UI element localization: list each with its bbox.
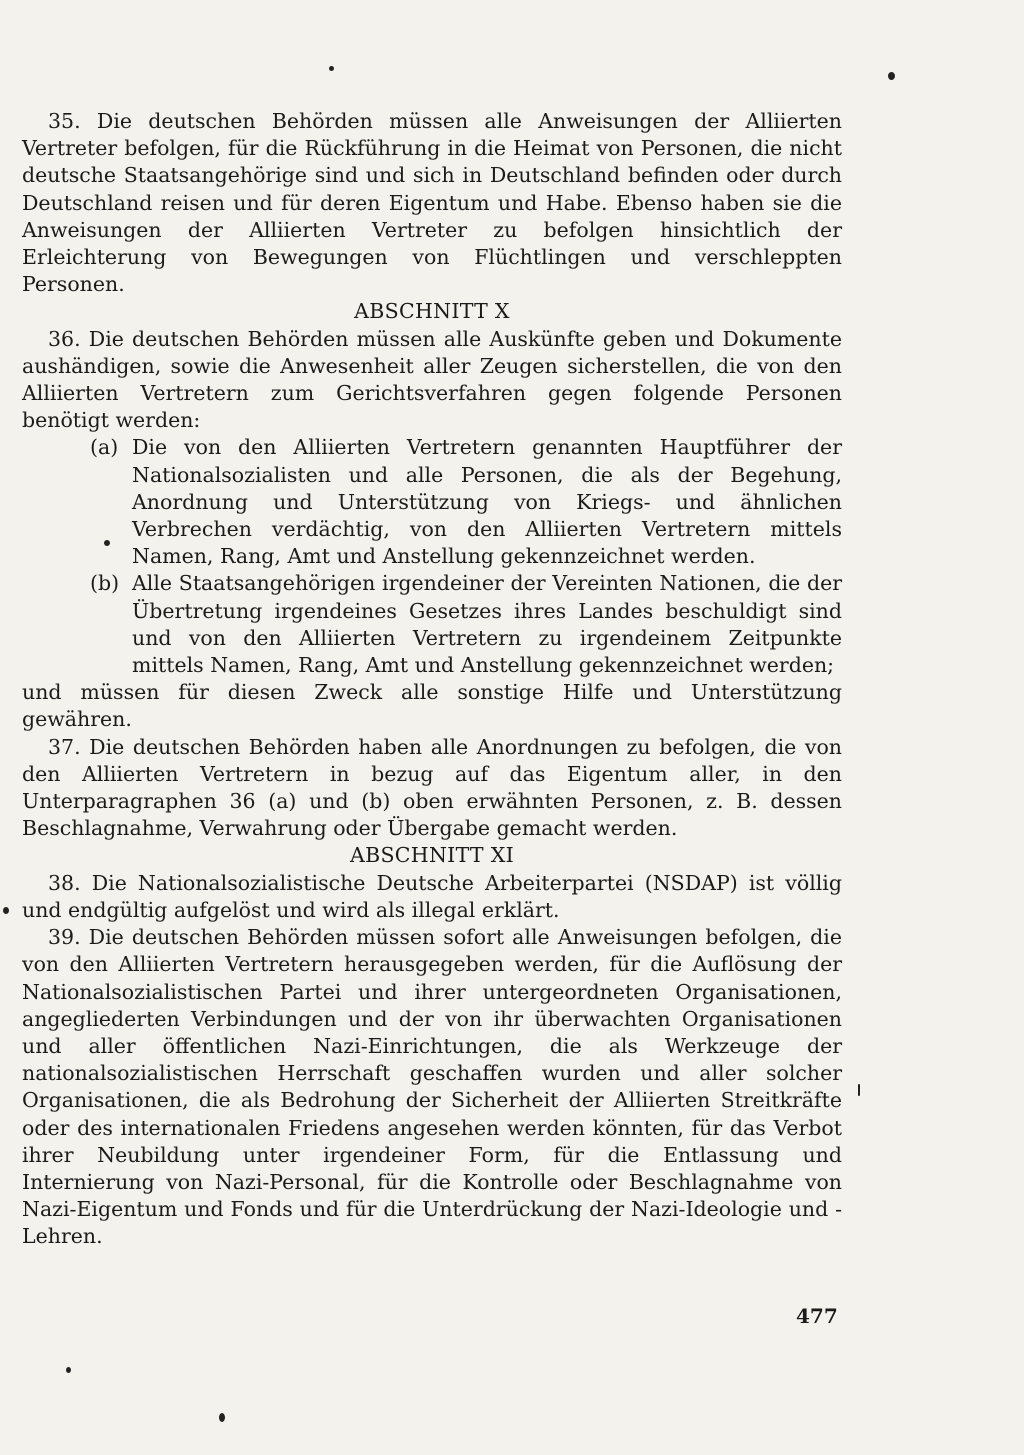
paragraph-36-continuation: und müssen für diesen Zweck alle sonstige Hilfe und Unterstützung gewähren. <box>22 680 842 732</box>
paragraph-35: 35. Die deutschen Behörden müssen alle Anweisungen der Alliierten Vertreter befolgen, für die Rückführung in die Heimat von Personen, die nicht deutsche Staatsangehörige sind und sich in Deutschland befinden oder durch Deutschland reisen und für deren Eigentum und Habe. Ebenso haben sie die Anweisungen der Alliierten Vertreter zu befolgen hinsichtlich der Erleichterung von Bewegungen von Flüchtlingen und verschleppten Personen. <box>22 109 842 297</box>
scan-speck <box>329 66 334 71</box>
page-number: 477 <box>796 1304 838 1328</box>
section-heading-xi: ABSCHNITT XI <box>349 843 515 868</box>
subparagraph-a-marker: (a) <box>90 435 119 460</box>
document-body <box>22 108 842 1251</box>
scan-speck <box>888 72 895 80</box>
scan-speck <box>219 1413 225 1422</box>
paragraph-39: 39. Die deutschen Behörden müssen sofort alle Anweisungen befolgen, die von den Alliierten Vertretern herausgegeben werden, für die Auflösung der Nationalsozialistischen Partei und ihrer untergeordneten Organisationen, angegliederten Verbindungen und der von ihr überwachten Organisationen und aller öffentlichen Nazi-Einrichtungen, die als Werkzeuge der nationalsozialistischen Herrschaft geschaffen wurden und aller solcher Organisationen, die als Bedrohung der Sicherheit der Alliierten Streitkräfte oder des internationalen Friedens angesehen werden könnten, für das Verbot ihrer Neubildung unter irgendeiner Form, für die Entlassung und Internierung von Nazi-Personal, für die Kontrolle oder Beschlagnahme von Nazi-Eigentum und Fonds und für die Unterdrückung der Nazi-Ideologie und -Lehren. <box>22 925 842 1249</box>
paragraph-38: 38. Die Nationalsozialistische Deutsche Arbeiterpartei (NSDAP) ist völlig und endgültig aufgelöst und wird als illegal erklärt. <box>22 870 842 922</box>
subparagraph-b-marker: (b) <box>90 571 120 596</box>
scan-speck <box>104 540 110 546</box>
subparagraph-a <box>90 434 842 570</box>
scan-speck <box>66 1367 71 1373</box>
subparagraph-b <box>90 570 842 679</box>
scan-speck <box>3 907 9 914</box>
section-heading-x: ABSCHNITT X <box>354 299 510 324</box>
paragraph-36: 36. Die deutschen Behörden müssen alle Auskünfte geben und Dokumente aushändigen, sowie die Anwesenheit aller Zeugen sicherstellen, die von den Alliierten Vertretern zum Gerichtsverfahren gegen folgende Personen benötigt werden: <box>22 326 842 433</box>
subparagraph-a-text: Die von den Alliierten Vertretern genannten Hauptführer der Nationalsozialisten und alle Personen, die als der Begehung, Anordnung und Unterstützung von Kriegs- und ähnlichen Verbrechen verdächtig, von den Alliierten Vertretern mittels Namen, Rang, Amt und Anstellung gekennzeichnet werden. <box>132 435 842 569</box>
scan-speck <box>858 1084 860 1096</box>
paragraph-37: 37. Die deutschen Behörden haben alle Anordnungen zu befolgen, die von den Alliierten Vertretern in bezug auf das Eigentum aller, in den Unterparagraphen 36 (a) und (b) oben erwähnten Personen, z. B. dessen Beschlagnahme, Verwahrung oder Übergabe gemacht werden. <box>22 734 842 841</box>
subparagraph-b-text: Alle Staatsangehörigen irgendeiner der Vereinten Nationen, die der Übertretung irgendeines Gesetzes ihres Landes beschuldigt sind und von den Alliierten Vertretern zu irgendeinem Zeitpunkte mittels Namen, Rang, Amt und Anstellung gekennzeichnet werden; <box>132 571 842 678</box>
